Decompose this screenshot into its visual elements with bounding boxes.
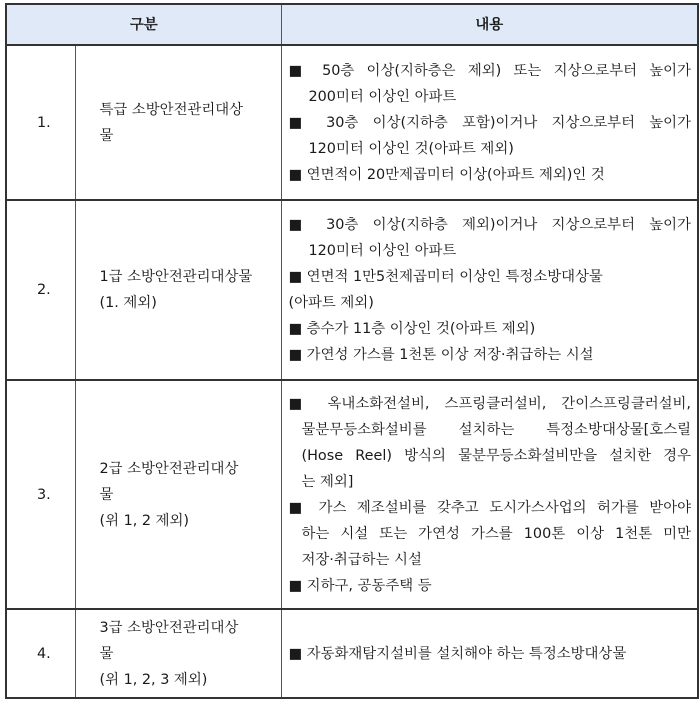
row-number: 3. [6, 380, 75, 609]
row-category [75, 380, 281, 609]
content-line: ■ 가스 제조설비를 갖추고 도시가스사업의 허가를 받아야 [288, 499, 691, 516]
content-line: ■ 층수가 11층 이상인 것(아파트 제외) [288, 321, 536, 337]
content-line: 120미터 이상인 아파트 [308, 243, 457, 259]
content-line: ■ 지하구, 공동주택 등 [288, 577, 432, 594]
category-line: 1급 소방안전관리대상물 [99, 269, 253, 285]
table-header-row [6, 4, 698, 45]
header-category: 구분 [6, 4, 281, 45]
category-line: 특급 소방안전관리대상 [99, 101, 244, 118]
row-content [281, 45, 698, 200]
content-line: (Hose Reel) 방식의 물분무등소화설비만을 설치한 경우 [301, 447, 691, 464]
category-line: 물 [99, 645, 114, 662]
row-number: 2. [6, 200, 75, 380]
row-category [75, 609, 281, 698]
content-line: 하는 시설 또는 가연성 가스를 100톤 이상 1천톤 미만 [301, 525, 691, 542]
category-line: 3급 소방안전관리대상 [99, 619, 239, 636]
content-line: 120미터 이상인 것(아파트 제외) [308, 140, 514, 157]
category-line: 물 [99, 486, 114, 503]
content-line: ■ 가연성 가스를 1천톤 이상 저장·취급하는 시설 [288, 347, 594, 363]
table-row [6, 609, 698, 698]
content-line: ■ 자동화재탐지설비를 설치해야 하는 특정소방대상물 [288, 645, 627, 662]
content-line: ■ 30층 이상(지하층 포함)이거나 지상으로부터 높이가 [288, 114, 691, 131]
content-line: 물분무등소화설비를 설치하는 특정소방대상물[호스릴 [301, 421, 691, 438]
row-category [75, 200, 281, 380]
category-line: (위 1, 2 제외) [99, 512, 190, 529]
row-number: 4. [6, 609, 75, 698]
content-line: ■ 연면적이 20만제곱미터 이상(아파트 제외)인 것 [288, 166, 605, 183]
fire-safety-classification-table [5, 3, 699, 699]
row-number: 1. [6, 45, 75, 200]
header-content: 내용 [281, 4, 698, 45]
row-content [281, 200, 698, 380]
category-line: (위 1, 2, 3 제외) [99, 671, 208, 688]
row-category [75, 45, 281, 200]
content-line: 는 제외] [301, 473, 354, 490]
category-line: 물 [99, 127, 114, 144]
content-line: 200미터 이상인 아파트 [308, 88, 457, 105]
category-line: (1. 제외) [99, 295, 157, 311]
category-line: 2급 소방안전관리대상 [99, 460, 239, 477]
table-row [6, 45, 698, 200]
content-line: (아파트 제외) [288, 295, 374, 311]
content-line: 저장·취급하는 시설 [301, 551, 422, 568]
content-line: ■ 옥내소화전설비, 스프링클러설비, 간이스프링클러설비, [288, 395, 691, 412]
table-row [6, 200, 698, 380]
content-line: ■ 50층 이상(지하층은 제외) 또는 지상으로부터 높이가 [288, 62, 691, 79]
table-row [6, 380, 698, 609]
content-line: ■ 연면적 1만5천제곱미터 이상인 특정소방대상물 [288, 269, 603, 285]
row-content [281, 609, 698, 698]
row-content [281, 380, 698, 609]
content-line: ■ 30층 이상(지하층 제외)이거나 지상으로부터 높이가 [288, 217, 691, 233]
